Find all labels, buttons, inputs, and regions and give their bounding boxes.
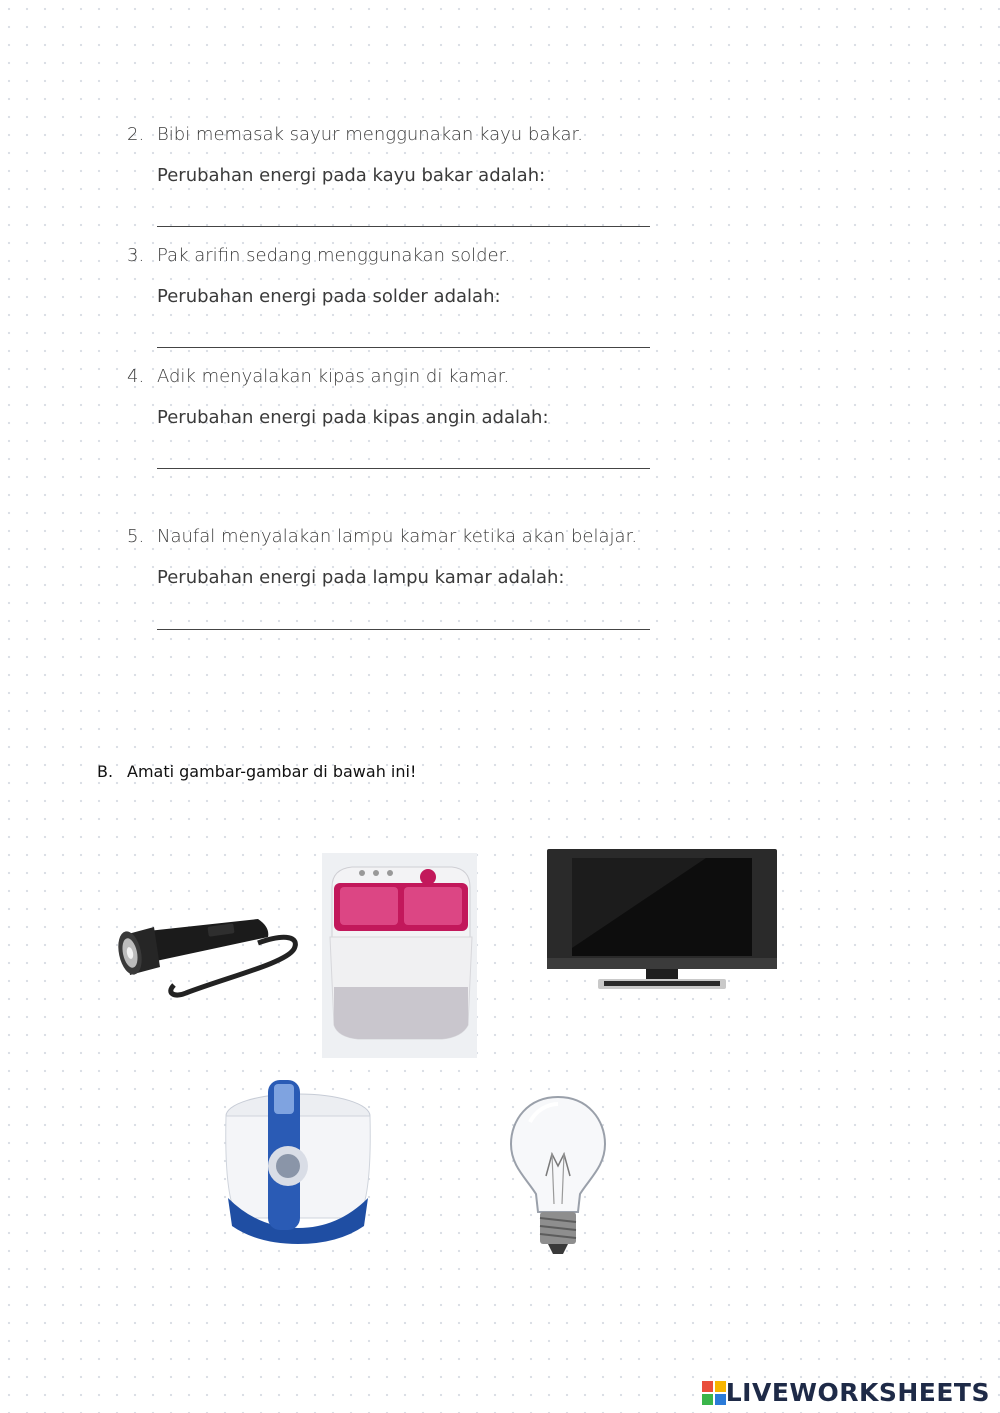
question-text: Adik menyalakan kipas angin di kamar.	[157, 366, 510, 387]
question-3-prompt: Perubahan energi pada solder adalah:	[157, 286, 501, 307]
question-2	[127, 124, 583, 145]
answer-field-3[interactable]	[157, 325, 650, 348]
question-5	[127, 526, 637, 547]
light-bulb-image	[508, 1094, 608, 1259]
liveworksheets-logo	[702, 1378, 990, 1407]
question-text: Naufal menyalakan lampu kamar ketika akan belajar.	[157, 526, 638, 547]
answer-field-2[interactable]	[157, 204, 650, 227]
flashlight-image	[108, 905, 303, 1005]
question-number: 2.	[127, 124, 145, 145]
question-4	[127, 366, 509, 387]
logo-text: LIVEWORKSHEETS	[725, 1378, 990, 1407]
question-number: 4.	[127, 366, 145, 387]
question-5-prompt: Perubahan energi pada lampu kamar adalah:	[157, 567, 565, 588]
section-instruction: Amati gambar-gambar di bawah ini!	[127, 762, 417, 781]
rice-cooker-image	[218, 1078, 378, 1248]
question-text: Pak arifin sedang menggunakan solder.	[157, 245, 511, 266]
liveworksheets-icon	[702, 1381, 726, 1405]
section-b-heading	[97, 762, 416, 781]
question-number: 3.	[127, 245, 145, 266]
question-3	[127, 245, 510, 266]
question-number: 5.	[127, 526, 145, 547]
question-text: Bibi memasak sayur menggunakan kayu bakar.	[157, 124, 583, 145]
section-letter: B.	[97, 762, 114, 781]
washing-machine-image	[322, 853, 477, 1058]
answer-field-4[interactable]	[157, 446, 650, 469]
question-2-prompt: Perubahan energi pada kayu bakar adalah:	[157, 165, 546, 186]
television-image	[546, 848, 778, 996]
question-4-prompt: Perubahan energi pada kipas angin adalah:	[157, 407, 549, 428]
answer-field-5[interactable]	[157, 607, 650, 630]
